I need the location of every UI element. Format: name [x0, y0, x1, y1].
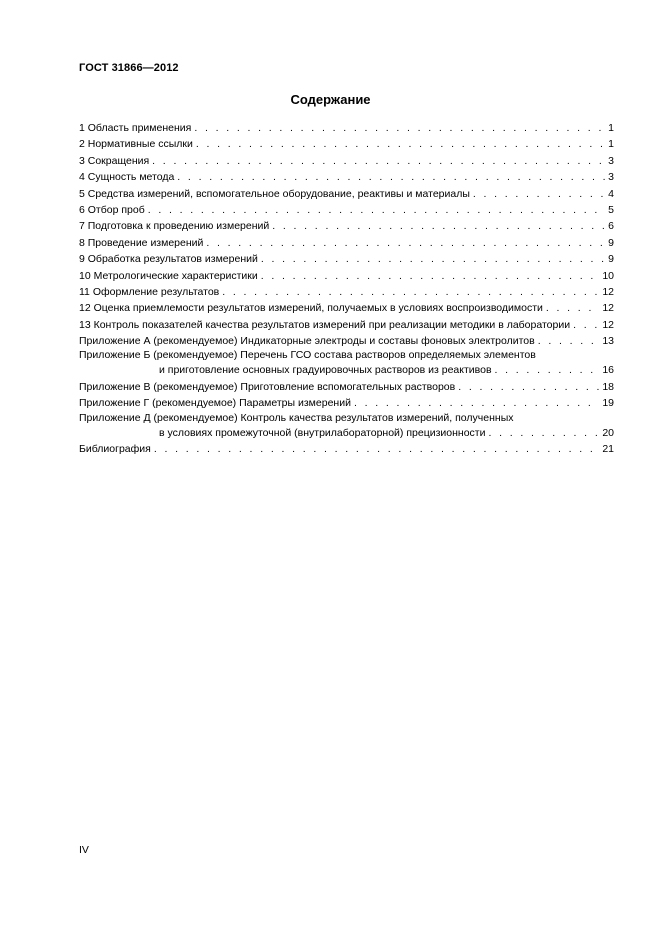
toc-entry[interactable] [79, 235, 614, 251]
toc-entry[interactable] [79, 251, 614, 267]
toc-entry-label: 11 Оформление результатов [79, 285, 220, 298]
toc-entry[interactable] [79, 153, 614, 169]
toc-entry-page: 9 [608, 253, 614, 266]
toc-leader-dots [538, 333, 600, 349]
toc-entry-page: 13 [602, 335, 614, 348]
toc-entry[interactable] [79, 218, 614, 234]
toc-entry-page: 3 [608, 171, 614, 184]
toc-leader-dots [546, 300, 599, 316]
toc-entry[interactable] [79, 186, 614, 202]
toc-entry[interactable] [79, 300, 614, 316]
toc-entry-page: 4 [608, 187, 614, 200]
toc-entry[interactable] [79, 441, 614, 457]
toc-leader-dots [152, 153, 605, 169]
toc-leader-dots [354, 395, 599, 411]
document-header: ГОСТ 31866—2012 [79, 62, 179, 74]
toc-entry-label: и приготовление основных градуировочных растворов из реактивов [159, 364, 492, 377]
toc-title: Содержание [290, 92, 371, 107]
toc-leader-dots [222, 284, 599, 300]
toc-entry-label: 6 Отбор проб [79, 203, 145, 216]
toc-entry-label: 3 Сокращения [79, 154, 150, 167]
toc-entry-label: 10 Метрологические характеристики [79, 269, 258, 282]
toc-entry-page: 20 [602, 426, 614, 439]
toc-leader-dots [272, 218, 605, 234]
toc-entry-label: Приложение В (рекомендуемое) Приготовление вспомогательных растворов [79, 380, 456, 393]
toc-entry-label: Приложение А (рекомендуемое) Индикаторные электроды и составы фоновых электролитов [79, 335, 535, 348]
toc-leader-dots [261, 268, 600, 284]
toc-entry[interactable] [79, 425, 614, 441]
toc-entry[interactable] [79, 169, 614, 185]
toc-leader-dots [261, 251, 605, 267]
toc-entry-page: 5 [608, 203, 614, 216]
toc-leader-dots [473, 186, 605, 202]
toc-entry-page: 6 [608, 220, 614, 233]
toc-entry-page: 1 [608, 122, 614, 134]
toc-leader-dots [177, 169, 605, 185]
toc-leader-dots [495, 362, 600, 378]
toc-leader-dots [194, 120, 605, 136]
table-of-contents [79, 120, 614, 457]
toc-leader-dots [196, 136, 605, 152]
toc-entry-page: 12 [602, 302, 614, 315]
toc-entry-page: 21 [602, 443, 614, 456]
toc-leader-dots [148, 202, 605, 218]
toc-entry[interactable] [79, 379, 614, 395]
toc-entry-label: 12 Оценка приемлемости результатов измерений, получаемых в условиях воспроизводимости [79, 302, 543, 315]
toc-leader-dots [458, 379, 599, 395]
toc-entry-label: 4 Сущность метода [79, 171, 175, 184]
toc-entry[interactable] [79, 333, 614, 349]
toc-entry-page: 16 [602, 364, 614, 377]
toc-entry-label: Приложение Д (рекомендуемое) Контроль качества результатов измерений, полученных [79, 411, 514, 424]
toc-entry-page: 12 [602, 285, 614, 298]
toc-entry-page: 10 [602, 269, 614, 282]
toc-entry[interactable] [79, 395, 614, 411]
toc-entry-page: 19 [602, 397, 614, 410]
toc-entry-page: 12 [602, 318, 614, 331]
toc-entry-label: 8 Проведение измерений [79, 236, 204, 249]
toc-entry-page: 1 [608, 138, 614, 151]
toc-entry-label: в условиях промежуточной (внутрилабораторной) прецизионности [159, 426, 486, 439]
toc-entry[interactable] [79, 120, 614, 136]
toc-entry[interactable] [79, 202, 614, 218]
toc-entry-label: 7 Подготовка к проведению измерений [79, 220, 270, 233]
toc-entry-label: Библиография [79, 443, 151, 456]
toc-entry-label: 13 Контроль показателей качества результатов измерений при реализации методики в лаборатории [79, 318, 571, 331]
toc-entry[interactable] [79, 284, 614, 300]
toc-leader-dots [488, 425, 599, 441]
toc-entry-page: 18 [602, 380, 614, 393]
toc-leader-dots [206, 235, 605, 251]
toc-entry[interactable] [79, 268, 614, 284]
toc-entry-label: 1 Область применения [79, 122, 192, 134]
toc-entry[interactable] [79, 412, 614, 425]
toc-leader-dots [154, 441, 599, 457]
toc-entry-page: 9 [608, 236, 614, 249]
page-number: IV [79, 844, 89, 856]
toc-entry-label: 9 Обработка результатов измерений [79, 253, 258, 266]
toc-entry[interactable] [79, 362, 614, 378]
toc-entry-label: Приложение Г (рекомендуемое) Параметры измерений [79, 397, 351, 410]
toc-entry-page: 3 [608, 154, 614, 167]
toc-leader-dots [573, 317, 599, 333]
toc-entry[interactable] [79, 317, 614, 333]
toc-entry[interactable] [79, 136, 614, 152]
toc-entry-label: 2 Нормативные ссылки [79, 138, 193, 151]
toc-entry[interactable] [79, 349, 614, 362]
toc-entry-label: Приложение Б (рекомендуемое) Перечень ГСО состава растворов определяемых элементов [79, 349, 536, 362]
toc-entry-label: 5 Средства измерений, вспомогательное оборудование, реактивы и материалы [79, 187, 470, 200]
